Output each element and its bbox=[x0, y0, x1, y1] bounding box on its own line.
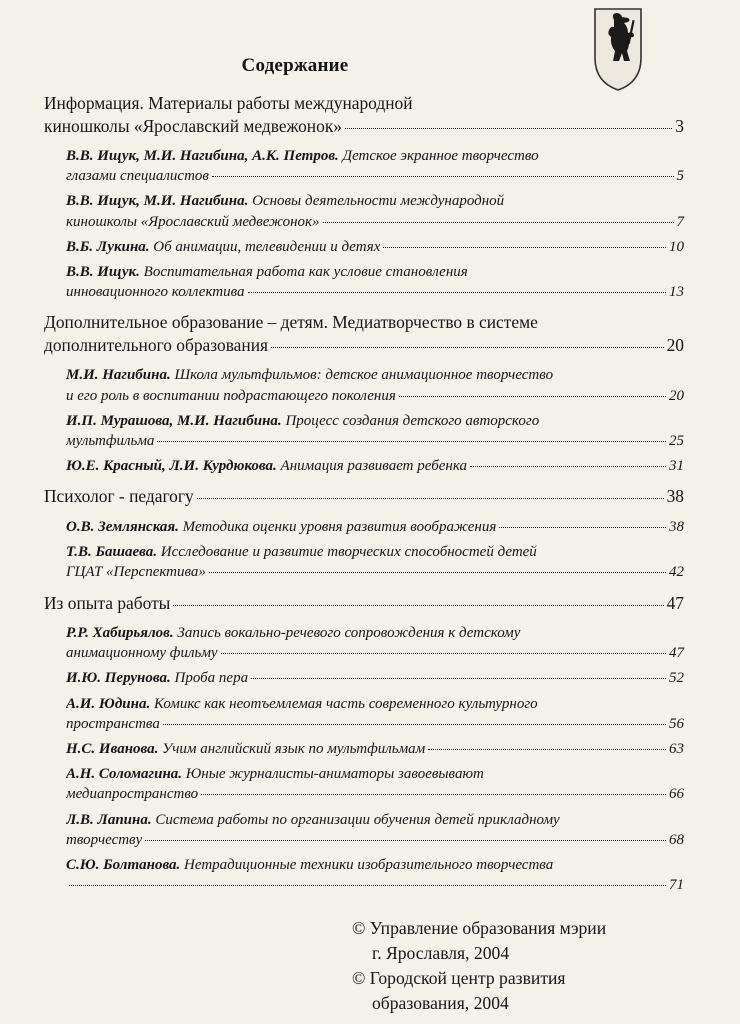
dot-leader bbox=[209, 572, 666, 573]
entry-row bbox=[66, 212, 684, 232]
section-title-line: Информация. Материалы работы международной bbox=[44, 93, 413, 113]
page-number: 47 bbox=[669, 645, 684, 662]
copyright-line: г. Ярославля, 2004 bbox=[372, 943, 510, 963]
section-title-line: киношколы «Ярославский медвежонок» bbox=[44, 115, 342, 136]
entry-author: В.В. Ищук, М.И. Нагибина, А.К. Петров. bbox=[66, 148, 339, 164]
entry-title: и его роль в воспитании подрастающего поколения bbox=[66, 387, 396, 404]
page-number: 56 bbox=[669, 715, 684, 732]
page-number: 63 bbox=[669, 741, 684, 758]
entry-title: Детское экранное творчество bbox=[342, 148, 539, 164]
entry-text bbox=[66, 517, 496, 537]
entry-title: Система работы по организации обучения детей прикладному bbox=[155, 811, 560, 828]
entry-title: Запись вокально-речевого сопровождения к детскому bbox=[177, 625, 521, 642]
page-number: 71 bbox=[669, 877, 684, 894]
entry-title: Учим английский язык по мультфильмам bbox=[162, 741, 426, 758]
toc-entry bbox=[66, 764, 684, 804]
bear-coat-of-arms-icon bbox=[592, 6, 644, 92]
entry-author: С.Ю. Болтанова. bbox=[66, 857, 181, 874]
section-title-line: Дополнительное образование – детям. Медиатворчество в системе bbox=[44, 312, 538, 333]
entry-row bbox=[66, 456, 684, 476]
entry-row bbox=[66, 668, 684, 688]
dot-leader bbox=[470, 466, 666, 467]
toc-entry bbox=[66, 542, 684, 582]
entry-title: глазами специалистов bbox=[66, 168, 209, 185]
entry-author: О.В. Землянская. bbox=[66, 518, 179, 535]
toc-entry bbox=[66, 623, 684, 663]
section-title-row bbox=[44, 115, 684, 138]
entry-title: инновационного коллектива bbox=[66, 284, 245, 301]
entry-title: пространства bbox=[66, 715, 160, 732]
entry-text bbox=[66, 625, 520, 641]
entry-title: Анимация развивает ребенка bbox=[280, 458, 467, 475]
page-number: 52 bbox=[669, 670, 684, 687]
entry-author: А.И. Юдина. bbox=[66, 695, 151, 712]
entry-text bbox=[66, 386, 396, 406]
entry-author: В.В. Ищук. bbox=[66, 264, 140, 281]
dot-leader bbox=[383, 247, 666, 248]
copyright-line: © Городской центр развития bbox=[352, 968, 566, 988]
entry-row bbox=[66, 739, 684, 759]
page-number: 13 bbox=[669, 284, 684, 301]
entry-title: Исследование и развитие творческих способностей детей bbox=[160, 544, 537, 561]
toc-section-heading bbox=[44, 311, 684, 356]
toc-entry bbox=[66, 365, 684, 405]
toc-section-heading bbox=[44, 485, 684, 508]
table-of-contents bbox=[44, 92, 684, 904]
dot-leader bbox=[251, 678, 666, 679]
dot-leader bbox=[157, 441, 666, 442]
entry-title: Школа мультфильмов: детское анимационное творчество bbox=[174, 367, 554, 384]
dot-leader bbox=[163, 724, 666, 725]
section-title-line: дополнительного образования bbox=[44, 334, 269, 355]
page-number: 5 bbox=[676, 168, 684, 185]
toc-entry bbox=[66, 456, 684, 476]
entry-title: анимационному фильму bbox=[66, 645, 218, 662]
dot-leader bbox=[201, 794, 666, 795]
toc-section-heading bbox=[44, 592, 684, 615]
entry-title: Методика оценки уровня развития воображения bbox=[182, 518, 497, 535]
toc-entry bbox=[66, 810, 684, 850]
entry-row bbox=[66, 262, 684, 282]
entry-text bbox=[66, 714, 160, 734]
dot-leader bbox=[399, 396, 666, 397]
entry-title: Процесс создания детского авторского bbox=[285, 412, 540, 429]
toc-entry bbox=[66, 411, 684, 451]
entry-row bbox=[66, 386, 684, 406]
dot-leader bbox=[145, 840, 666, 841]
page-title: Содержание bbox=[241, 55, 349, 76]
toc-section-heading bbox=[44, 92, 684, 137]
entry-text bbox=[66, 696, 538, 712]
page-number: 42 bbox=[669, 564, 684, 581]
entry-text bbox=[66, 212, 320, 232]
section-title-line: Психолог - педагогу bbox=[44, 486, 194, 507]
entry-text bbox=[66, 784, 198, 804]
page-number: 10 bbox=[669, 238, 684, 255]
entry-row bbox=[66, 623, 684, 643]
toc-entry bbox=[66, 694, 684, 734]
entry-row bbox=[66, 855, 684, 875]
entry-text bbox=[66, 544, 537, 560]
entry-row bbox=[66, 784, 684, 804]
page-number: 3 bbox=[675, 115, 684, 136]
entry-text bbox=[66, 739, 425, 759]
section-title-line: Из опыта работы bbox=[44, 592, 171, 613]
entry-author: Т.В. Башаева. bbox=[66, 544, 158, 561]
entry-row bbox=[66, 411, 684, 431]
entry-row bbox=[66, 764, 684, 784]
toc-entry bbox=[66, 191, 684, 231]
entry-text bbox=[66, 766, 484, 782]
dot-leader bbox=[173, 605, 663, 606]
entry-author: Н.С. Иванова. bbox=[66, 741, 159, 758]
entry-row bbox=[66, 714, 684, 734]
entry-text bbox=[66, 193, 504, 209]
entry-text bbox=[66, 413, 539, 429]
entry-row bbox=[66, 643, 684, 663]
entry-title: Об анимации, телевидении и детях bbox=[153, 238, 381, 255]
toc-entry bbox=[66, 146, 684, 186]
page-number: 20 bbox=[666, 334, 684, 355]
dot-leader bbox=[345, 128, 672, 129]
dot-leader bbox=[271, 347, 664, 348]
entry-text bbox=[66, 166, 209, 186]
page-number: 38 bbox=[669, 518, 684, 535]
section-title-row bbox=[44, 334, 684, 357]
entry-row bbox=[66, 830, 684, 850]
entry-row bbox=[66, 562, 684, 582]
dot-leader bbox=[212, 176, 674, 177]
entry-row bbox=[66, 875, 684, 895]
entry-row bbox=[66, 542, 684, 562]
entry-title: Юные журналисты-аниматоры завоевывают bbox=[185, 766, 484, 783]
entry-row bbox=[66, 431, 684, 451]
page-number: 68 bbox=[669, 831, 684, 848]
entry-row bbox=[66, 146, 684, 166]
entry-author: А.Н. Соломагина. bbox=[66, 766, 183, 783]
entry-text bbox=[66, 237, 380, 257]
entry-text bbox=[66, 830, 142, 850]
page-number: 20 bbox=[669, 387, 684, 404]
entry-text bbox=[66, 367, 553, 383]
entry-text bbox=[66, 282, 245, 302]
entry-text bbox=[66, 264, 468, 280]
entry-title: Проба пера bbox=[174, 670, 249, 687]
entry-title: Комикс как неотъемлемая часть современного культурного bbox=[153, 695, 538, 712]
toc-entry bbox=[66, 739, 684, 759]
dot-leader bbox=[221, 653, 666, 654]
dot-leader bbox=[197, 498, 664, 499]
entry-title: ГЦАТ «Перспектива» bbox=[66, 564, 206, 581]
entry-author: В.В. Ищук, М.И. Нагибина. bbox=[66, 193, 249, 210]
entry-text bbox=[66, 456, 467, 476]
section-title-row bbox=[44, 592, 684, 615]
entry-title: мультфильма bbox=[66, 433, 155, 450]
entry-row bbox=[66, 365, 684, 385]
entry-title: Нетрадиционные техники изобразительного творчества bbox=[184, 857, 554, 874]
entry-text bbox=[66, 812, 560, 828]
entry-author: М.И. Нагибина. bbox=[66, 367, 171, 384]
entry-author: И.П. Мурашова, М.И. Нагибина. bbox=[66, 412, 282, 429]
page-number: 38 bbox=[666, 486, 684, 507]
entry-author: И.Ю. Перунова. bbox=[66, 670, 171, 687]
entry-text bbox=[66, 562, 206, 582]
dot-leader bbox=[499, 527, 666, 528]
entry-title: Основы деятельности международной bbox=[252, 193, 505, 210]
copyright-line: © Управление образования мэрии bbox=[352, 918, 607, 938]
toc-entry bbox=[66, 517, 684, 537]
copyright-block bbox=[352, 916, 712, 1016]
dot-leader bbox=[323, 222, 674, 223]
toc-entries bbox=[66, 146, 684, 302]
entry-title: Воспитательная работа как условие становления bbox=[143, 264, 468, 281]
toc-entry bbox=[66, 855, 684, 895]
toc-entry bbox=[66, 262, 684, 302]
page-number: 31 bbox=[669, 458, 684, 475]
entry-text bbox=[66, 148, 539, 164]
copyright-line: образования, 2004 bbox=[372, 993, 509, 1013]
entry-author: Л.В. Лапина. bbox=[66, 811, 152, 828]
page-number: 66 bbox=[669, 786, 684, 803]
entry-row bbox=[66, 191, 684, 211]
section-title-row bbox=[44, 485, 684, 508]
toc-entry bbox=[66, 668, 684, 688]
toc-entries bbox=[66, 623, 684, 895]
entry-row bbox=[66, 166, 684, 186]
entry-row bbox=[66, 517, 684, 537]
entry-text bbox=[66, 668, 248, 688]
entry-row bbox=[66, 237, 684, 257]
dot-leader bbox=[248, 292, 666, 293]
entry-title: творчеству bbox=[66, 831, 143, 848]
entry-row bbox=[66, 810, 684, 830]
entry-title: медиапространство bbox=[66, 786, 199, 803]
entry-author: Ю.Е. Красный, Л.И. Курдюкова. bbox=[66, 458, 277, 475]
page-number: 47 bbox=[666, 592, 684, 613]
dot-leader bbox=[428, 749, 666, 750]
entry-author: Р.Р. Хабирьялов. bbox=[66, 625, 174, 642]
entry-title: киношколы «Ярославский медвежонок» bbox=[66, 213, 320, 230]
toc-entry bbox=[66, 237, 684, 257]
toc-entries bbox=[66, 517, 684, 583]
entry-row bbox=[66, 694, 684, 714]
entry-text bbox=[66, 857, 553, 873]
toc-entries bbox=[66, 365, 684, 476]
page-number: 7 bbox=[676, 213, 684, 230]
page-number: 25 bbox=[669, 433, 684, 450]
entry-row bbox=[66, 282, 684, 302]
dot-leader bbox=[69, 885, 666, 886]
entry-author: В.Б. Лукина. bbox=[66, 238, 150, 255]
entry-text bbox=[66, 643, 218, 663]
entry-text bbox=[66, 431, 154, 451]
